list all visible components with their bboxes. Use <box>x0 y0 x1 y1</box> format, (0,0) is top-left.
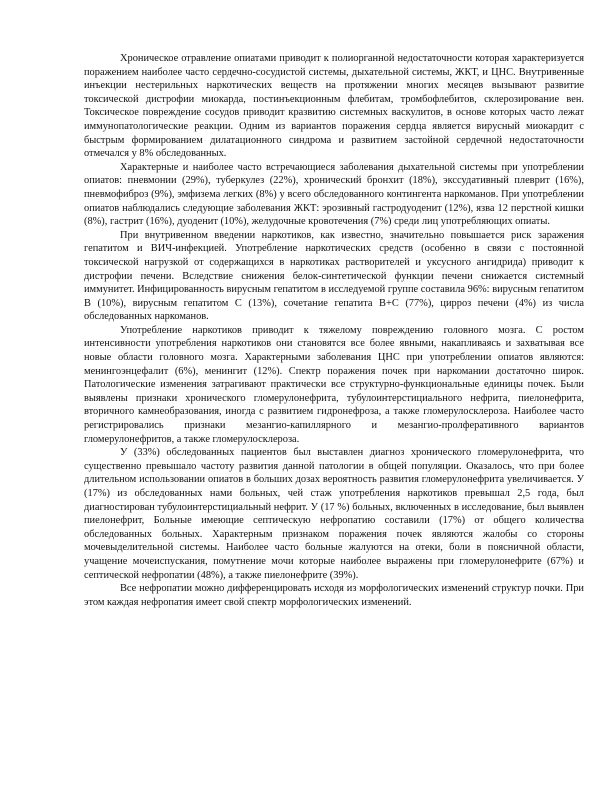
document-page <box>84 52 584 609</box>
paragraph-respiratory-gi: Характерные и наиболее часто встречающиеся заболевания дыхательной системы при употреблении опиатов: пневмонии (29%), туберкулез (22%), хронический бронхит (18%), экссудативный плеврит (16%), пневмофиброз (9%), эмфизема легких (8%) у всего обследованного контингента наркоманов. При употреблении опиатов наблюдались следующие заболевания ЖКТ: эрозивный гастродуоденит (12%), язва 12 перстной кишки (8%), гастрит (16%), дуоденит (10%), желудочные кровотечения (7%) среди лиц употребляющих опиаты. <box>84 161 584 228</box>
paragraph-cns-kidney: Употребление наркотиков приводит к тяжелому повреждению головного мозга. С ростом интенсивности употребления наркотиков они становятся все более явными, накапливаясь и захватывая все новые области головного мозга. Характерными заболевания ЦНС при употреблении опиатов являются: менингоэнцефалит (6%), менингит (12%). Спектр поражения почек при наркомании достаточно широк. Патологические изменения затрагивают практически все структурно-функциональные единицы почек. Были выявлены признаки хронического гломерулонефрита, тубулоинтерстициального нефрита, пиелонефрита, вторичного камнеобразования, иногда с развитием гидронефроза, а также гломерулосклероза. Наиболее часто регистрировались признаки мезангио-капиллярного и мезангио-пролферативного вариантов гломерулонефритов, а также гломерулосклероза. <box>84 324 584 445</box>
paragraph-nephropathy-stats: У (33%) обследованных пациентов был выставлен диагноз хронического гломерулонефрита, что существенно превышало частоту развития данной патологии в общей популяции. Оказалось, что при более длительном использовании опиатов в больших дозах вероятность развития гломерулонефрита увеличивается. У (17%) из обследованных нами больных, чей стаж употребления наркотиков превышал 2,5 года, был диагностирован тубулоинтерстициальный нефрит. У (17 %) больных, включенных в исследование, был выявлен пиелонефрит, Больные имеющие септическую нефропатию составили (17%) от общего количества обследованных больных. Характерным признаком поражения почек являются жалобы со стороны мочевыделительной системы. Наиболее часто больные жалуются на отеки, боли в поясничной области, учащение мочеиспускания, помутнение мочи которые наиболее выражены при гломерулонефрите (67%) и септической нефропатии (48%), а также пиелонефрите (39%). <box>84 447 584 581</box>
paragraph-conclusion: Все нефропатии можно дифференцировать исходя из морфологических изменений структур почки. При этом каждая нефропатия имеет свой спектр морфологических изменений. <box>84 583 584 608</box>
paragraph-liver: При внутривенном введении наркотиков, как известно, значительно повышается риск заражения гепатитом и ВИЧ-инфекцией. Употребление наркотических средств (особенно в связи с постоянной токсической нагрузкой от содержащихся в наркотиках растворителей и уксусного ангидрида) приводит к дистрофии печени. Вследствие снижения белок-синтетической функции печени снижается системный иммунитет. Инфицированность вирусным гепатитом в исследуемой группе составила 96%: вирусным гепатитом В (10%), вирусным гепатитом С (13%), сочетание гепатита В+С (77%), цирроз печени (4%) из числа обследованных наркоманов. <box>84 229 584 323</box>
paragraph-cardiovascular: Хроническое отравление опиатами приводит к полиорганной недостаточности которая характеризуется поражением наиболее часто сердечно-сосудистой системы, дыхательной системы, ЖКТ, и ЦНС. Внутривенные инъекции нестерильных наркотических веществ на протяжении многих месяцев вызывают развитие токсической дистрофии миокарда, постинъекционным флебитам, тромбофлебитов, склерозирование вен. Токсическое повреждение сосудов приводит кразвитию системных васкулитов, в основе которых часто лежат иммунопатологические реакции. Одним из вариантов поражения сердца является вирусный миокардит с быстрым формированием дилатационного синдрома и развитием застойной сердечной недостаточности отмечался у 8% обследованных. <box>84 53 584 160</box>
